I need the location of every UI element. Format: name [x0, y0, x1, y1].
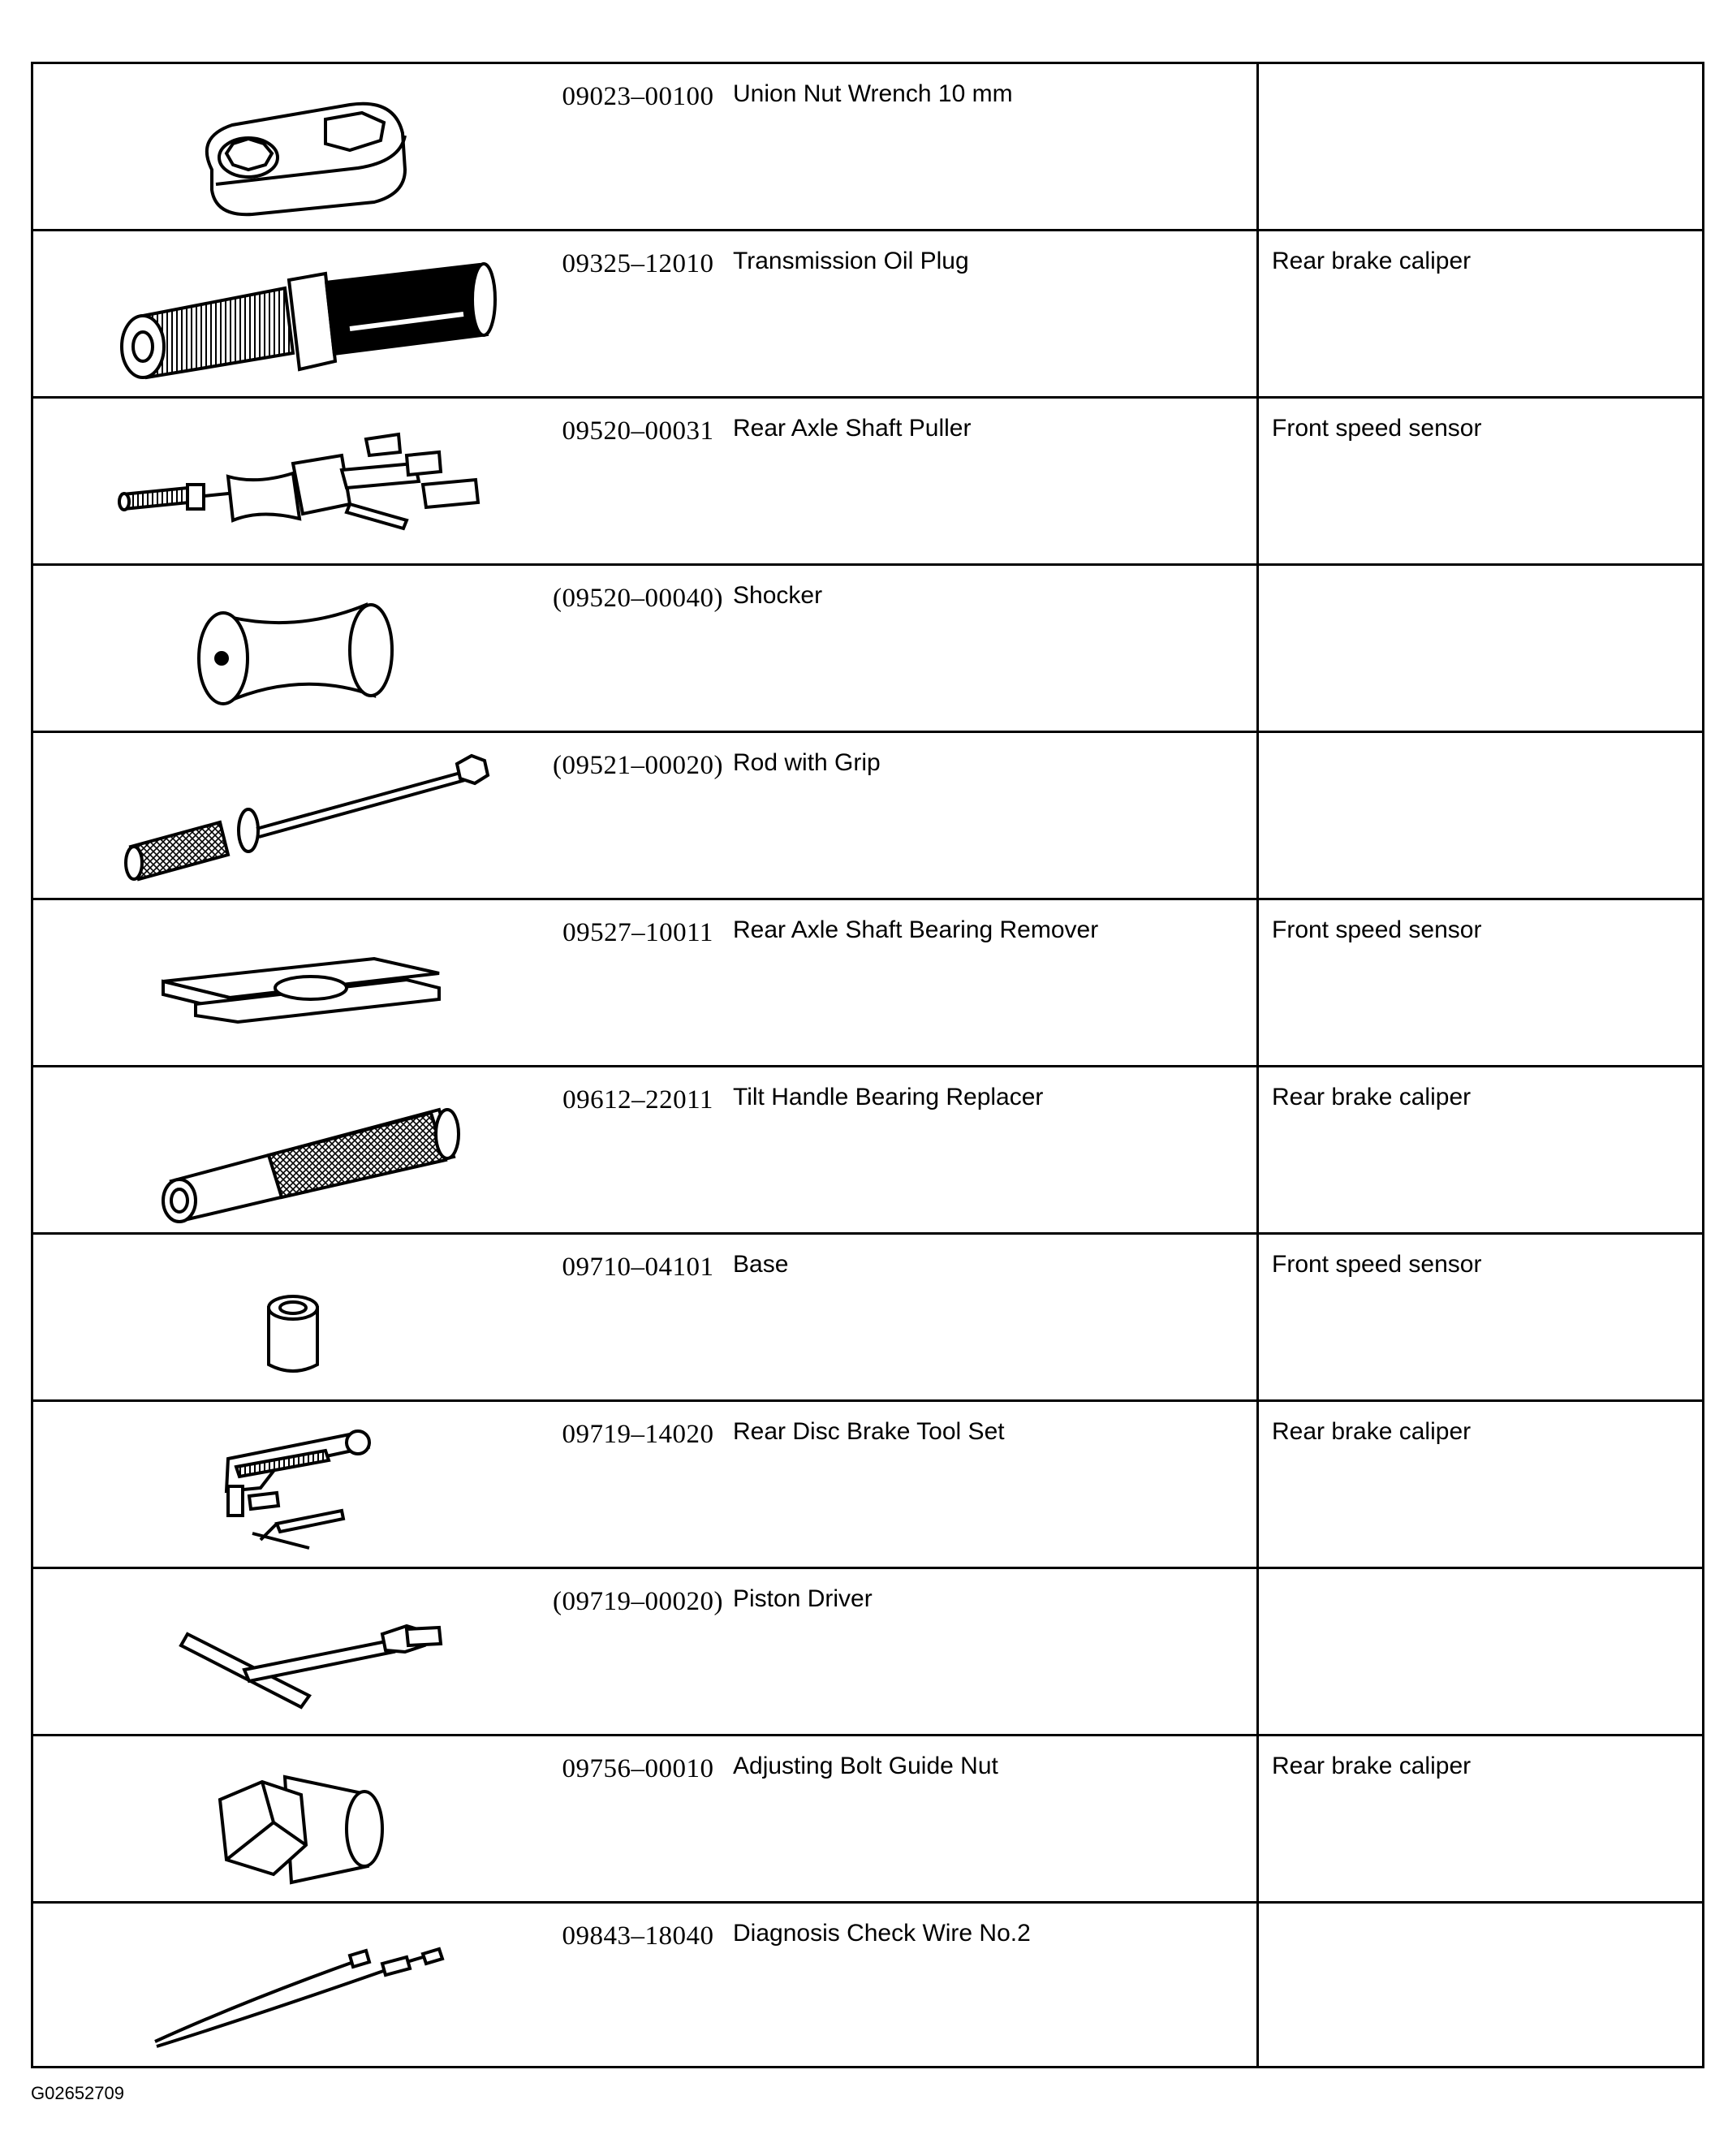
shocker-icon — [82, 574, 536, 725]
usage-text: Front speed sensor — [1272, 1251, 1482, 1278]
part-number: 09520–00031 — [562, 416, 714, 446]
rod-with-grip-icon — [82, 741, 536, 892]
column-divider — [1256, 1569, 1259, 1734]
table-row — [33, 399, 1702, 566]
base-cylinder-icon — [82, 1243, 536, 1394]
table-row — [33, 900, 1702, 1067]
table-row — [33, 1235, 1702, 1402]
usage-text: Rear brake caliper — [1272, 248, 1472, 274]
table-row — [33, 1569, 1702, 1736]
usage-text: Front speed sensor — [1272, 415, 1482, 442]
column-divider — [1256, 1904, 1259, 2066]
tool-name: Transmission Oil Plug — [733, 248, 969, 274]
tool-name: Rear Disc Brake Tool Set — [733, 1418, 1005, 1445]
usage-text: Front speed sensor — [1272, 916, 1482, 943]
part-number: (09520–00040) — [553, 584, 723, 613]
part-number: 09756–00010 — [562, 1754, 714, 1783]
union-nut-wrench-icon — [82, 72, 536, 223]
column-divider — [1256, 64, 1259, 229]
guide-nut-icon — [82, 1744, 536, 1895]
part-number: 09527–10011 — [562, 918, 713, 947]
tool-name: Rod with Grip — [733, 749, 881, 776]
piston-driver-icon — [82, 1577, 536, 1728]
column-divider — [1256, 733, 1259, 898]
column-divider — [1256, 1067, 1259, 1232]
part-number: 09710–04101 — [562, 1253, 714, 1282]
tool-name: Union Nut Wrench 10 mm — [733, 80, 1013, 107]
table-row — [33, 566, 1702, 733]
disc-brake-tool-set-icon — [82, 1410, 536, 1561]
tool-name: Rear Axle Shaft Bearing Remover — [733, 916, 1099, 943]
rear-axle-shaft-puller-icon — [82, 407, 536, 558]
part-number: 09612–22011 — [562, 1085, 713, 1115]
tool-name: Rear Axle Shaft Puller — [733, 415, 972, 442]
part-number: 09719–14020 — [562, 1420, 714, 1449]
tool-name: Tilt Handle Bearing Replacer — [733, 1084, 1044, 1110]
column-divider — [1256, 1736, 1259, 1901]
usage-text: Rear brake caliper — [1272, 1418, 1472, 1445]
table-row — [33, 733, 1702, 900]
tool-name: Diagnosis Check Wire No.2 — [733, 1920, 1031, 1947]
table-row — [33, 1736, 1702, 1904]
part-number: 09023–00100 — [562, 82, 714, 111]
column-divider — [1256, 566, 1259, 731]
figure-code: G02652709 — [31, 2083, 124, 2103]
bearing-remover-plates-icon — [82, 908, 536, 1059]
diagnosis-check-wire-icon — [82, 1912, 536, 2063]
tool-name: Adjusting Bolt Guide Nut — [733, 1753, 998, 1779]
bearing-replacer-icon — [82, 1076, 536, 1227]
part-number: 09325–12010 — [562, 249, 714, 278]
table-row — [33, 1904, 1702, 2066]
table-row — [33, 231, 1702, 399]
table-row — [33, 1402, 1702, 1569]
tool-name: Piston Driver — [733, 1585, 873, 1612]
tool-name: Shocker — [733, 582, 823, 609]
column-divider — [1256, 1235, 1259, 1399]
column-divider — [1256, 900, 1259, 1065]
table-row — [33, 1067, 1702, 1235]
usage-text: Rear brake caliper — [1272, 1084, 1472, 1110]
column-divider — [1256, 231, 1259, 396]
transmission-oil-plug-icon — [82, 239, 536, 390]
usage-text: Rear brake caliper — [1272, 1753, 1472, 1779]
column-divider — [1256, 1402, 1259, 1567]
part-number: 09843–18040 — [562, 1921, 714, 1951]
part-number: (09719–00020) — [553, 1587, 723, 1616]
table-row — [33, 64, 1702, 231]
column-divider — [1256, 399, 1259, 563]
tool-name: Base — [733, 1251, 789, 1278]
part-number: (09521–00020) — [553, 751, 723, 780]
special-service-tools-table — [31, 62, 1704, 2068]
